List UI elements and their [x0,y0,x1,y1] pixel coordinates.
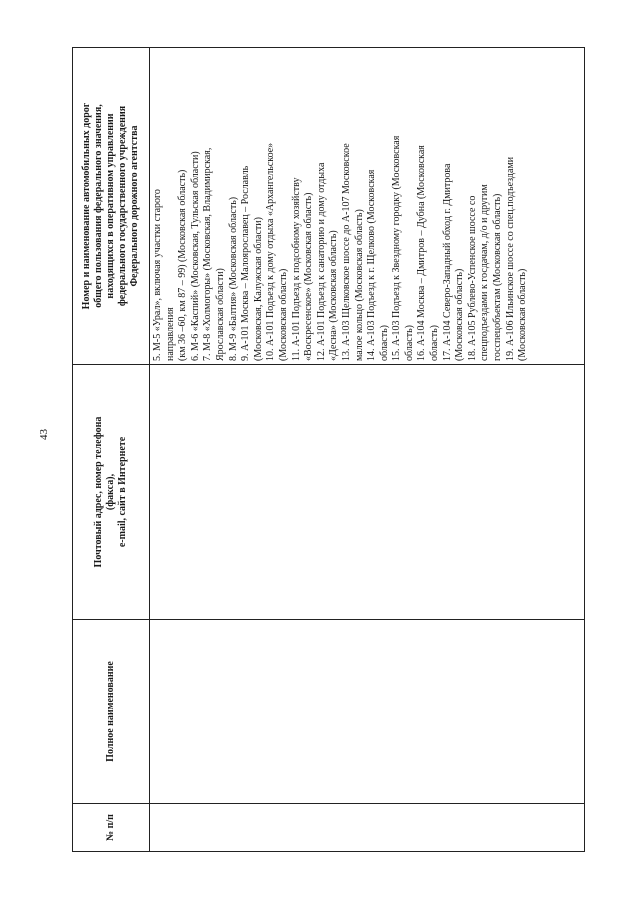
header-roads-line: Номер и наименование автомобильных дорог [81,102,92,310]
road-line: 9. А-101 Москва – Малоярославец – Рославль [240,165,252,361]
roads-table [72,47,585,852]
header-roads-line: Федерального дорожного агентства [129,125,140,287]
road-line: (Московская, Калужская области) [252,217,264,361]
header-num: № п/п [73,804,150,852]
road-line: 17. А-104 Северо-Западный обход г. Дмитрова [441,163,453,361]
road-line: 18. А-105 Рублево-Успенское шоссе со [466,195,478,361]
cell-roads-list [150,48,585,365]
road-line: госспецобъектам (Московская область) [492,193,504,361]
header-full-name: Полное наименование [73,620,150,804]
road-line: 13. А-103 Щелковское шоссе до А-107 Московское [340,143,352,361]
header-contacts-line: e-mail, сайт в Интернете [117,436,128,548]
table-header-row [73,48,150,852]
road-line: 11. А-101 Подъезд к подсобному хозяйству [290,177,302,361]
road-line: (Московская область) [517,268,529,361]
road-line: 12. А-101 Подъезд к санаторию и дому отдыха [315,162,327,361]
cell-contacts [150,365,585,620]
road-line: 16. А-104 Москва – Дмитров – Дубна (Московская [416,145,428,361]
header-roads-line: общего пользования федерального значения, [93,104,104,308]
header-contacts-line: (факса), [105,473,116,511]
table-row [150,48,585,852]
road-line: «Десна» (Московская область) [328,230,340,361]
road-line: малое кольцо (Московская область) [353,209,365,361]
road-line: «Воскресенское» (Московская область) [303,192,315,361]
road-line: спецподъездами к госдачам, д/о и другим [479,184,491,361]
road-line: 6. М-6 «Каспий» (Московская, Тульская области) [189,151,201,361]
road-line: 19. А-106 Ильинское шоссе со спец.подъездами [504,156,516,361]
road-line: область) [378,325,390,361]
road-line: 10. А-101 Подъезд к дому отдыха «Архангельское» [265,142,277,361]
road-line: 15. А-103 Подъезд к Звездному городку (Московская [391,135,403,361]
road-line: 5. М-5 «Урал», включая участки старого [152,189,163,361]
rotated-table-wrapper [72,48,578,852]
road-line: (Московская область) [454,268,466,361]
road-line: (км 36 –60, км 87 – 99) (Московская область) [177,169,189,361]
header-roads-line: федерального государственного учреждения [117,105,128,307]
header-contacts-line: Почтовый адрес, номер телефона [93,416,104,568]
road-line: 8. М-9 «Балтия» (Московская область) [227,196,239,361]
road-line: (Московская область) [277,268,289,361]
road-line: область) [403,325,415,361]
header-roads [73,48,150,365]
header-roads-line: находящихся в оперативном управлении [105,113,116,299]
cell-num [150,804,585,852]
header-contacts [73,365,150,620]
road-line: 7. М-8 «Холмогоры» (Московская, Владимирская, [202,147,214,361]
road-line: направления [164,307,176,361]
page-number: 43 [38,429,50,440]
road-line: 14. А-103 Подъезд к г. Щелково (Московская [366,169,378,361]
road-line: Ярославская области) [214,268,226,361]
road-line: область) [429,325,441,361]
cell-full-name [150,620,585,804]
